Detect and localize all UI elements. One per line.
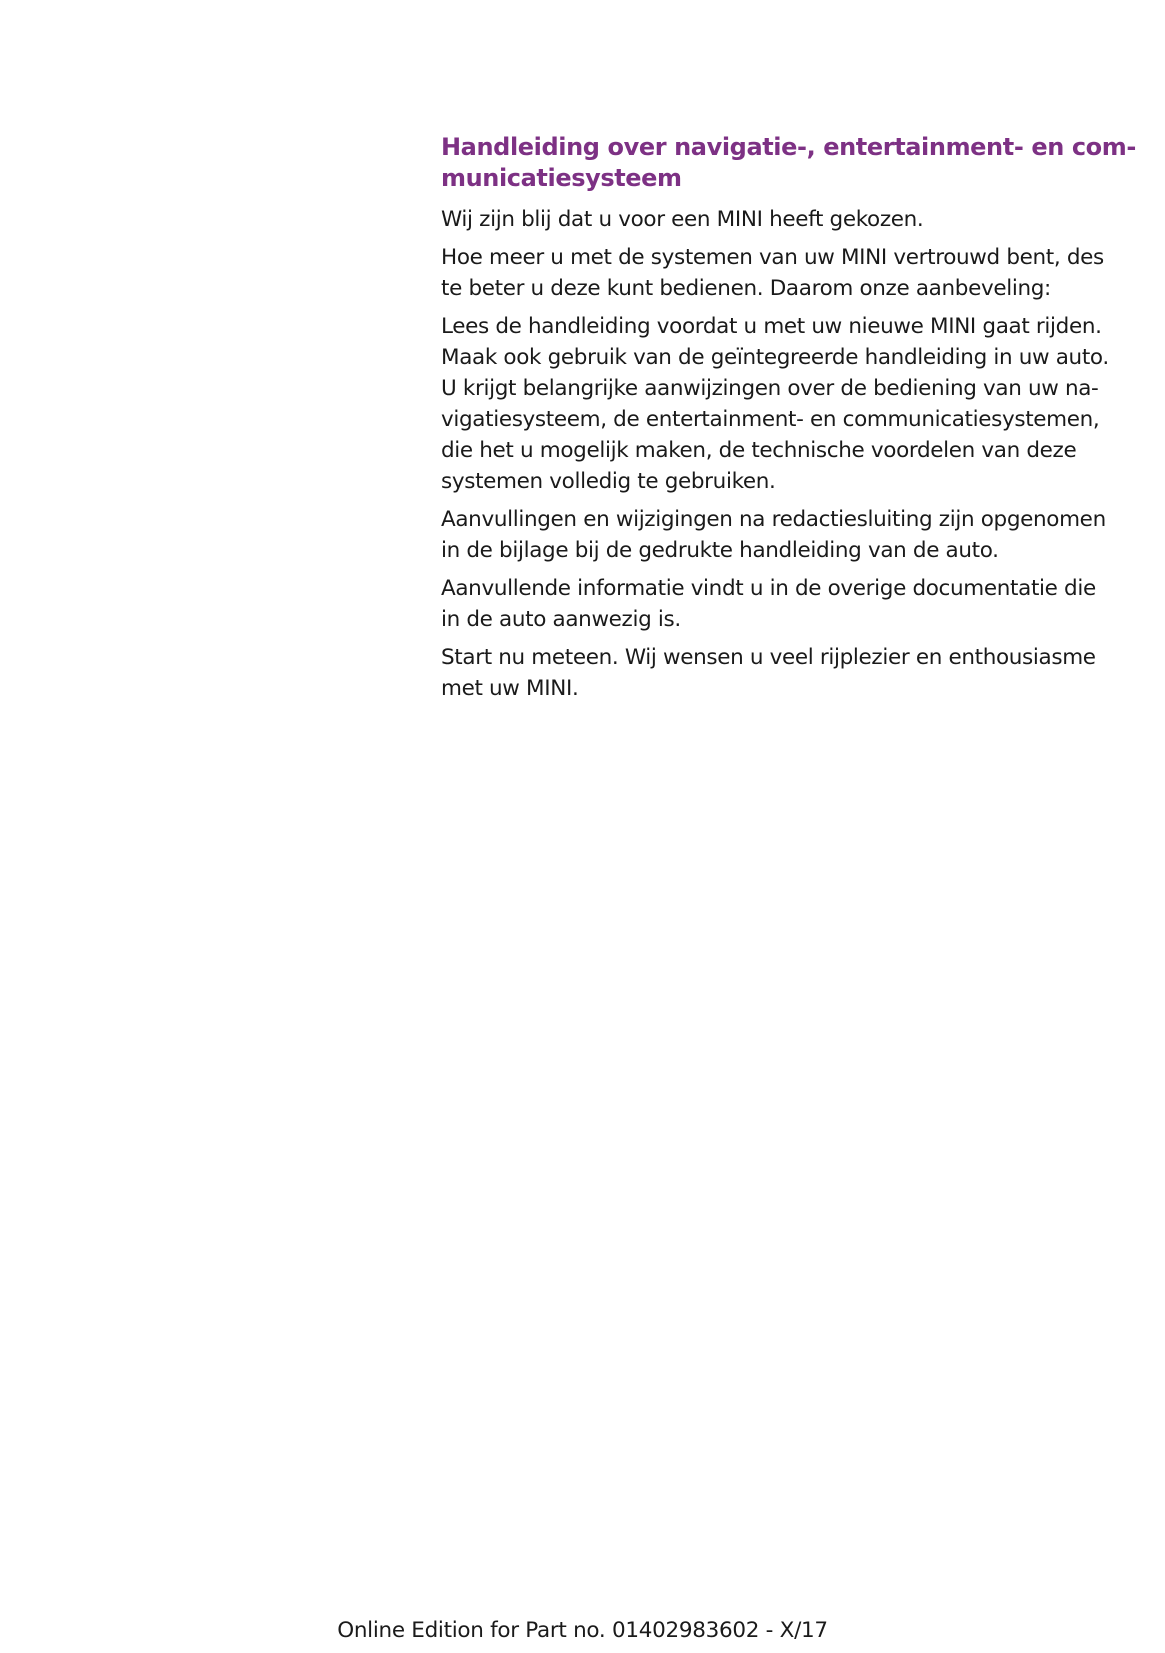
paragraph-additional-info <box>441 573 1141 635</box>
heading-line: municatiesysteem <box>441 164 682 192</box>
paragraph-line: vigatiesysteem, de entertainment- en communicatiesystemen, <box>441 407 1100 432</box>
paragraph-line: Lees de handleiding voordat u met uw nieuwe MINI gaat rijden. <box>441 314 1102 339</box>
paragraph-addenda <box>441 504 1141 566</box>
paragraph-intro <box>441 204 1141 235</box>
paragraph-line: systemen volledig te gebruiken. <box>441 469 776 494</box>
paragraph-line: in de auto aanwezig is. <box>441 607 681 632</box>
edition-footer: Online Edition for Part no. 01402983602 - X/17 <box>337 1618 828 1643</box>
section-heading <box>441 132 1141 194</box>
paragraph-recommendation <box>441 242 1141 304</box>
paragraph-line: Aanvullende informatie vindt u in de overige documentatie die <box>441 576 1096 601</box>
paragraph-line: in de bijlage bij de gedrukte handleiding van de auto. <box>441 538 999 563</box>
paragraph-line: Start nu meteen. Wij wensen u veel rijplezier en enthousiasme <box>441 645 1096 670</box>
paragraph-line: Maak ook gebruik van de geïntegreerde handleiding in uw auto. <box>441 345 1109 370</box>
paragraph-line: U krijgt belangrijke aanwijzingen over de bediening van uw na- <box>441 376 1099 401</box>
document-content <box>441 132 1141 711</box>
paragraph-line: die het u mogelijk maken, de technische voordelen van deze <box>441 438 1077 463</box>
paragraph-line: Wij zijn blij dat u voor een MINI heeft gekozen. <box>441 207 924 232</box>
paragraph-line: met uw MINI. <box>441 676 579 701</box>
paragraph-read-manual <box>441 311 1141 497</box>
heading-line: Handleiding over navigatie-, entertainment- en com- <box>441 133 1136 161</box>
paragraph-line: te beter u deze kunt bedienen. Daarom onze aanbeveling: <box>441 276 1051 301</box>
paragraph-line: Hoe meer u met de systemen van uw MINI vertrouwd bent, des <box>441 245 1104 270</box>
paragraph-line: Aanvullingen en wijzigingen na redactiesluiting zijn opgenomen <box>441 507 1106 532</box>
paragraph-closing <box>441 642 1141 704</box>
